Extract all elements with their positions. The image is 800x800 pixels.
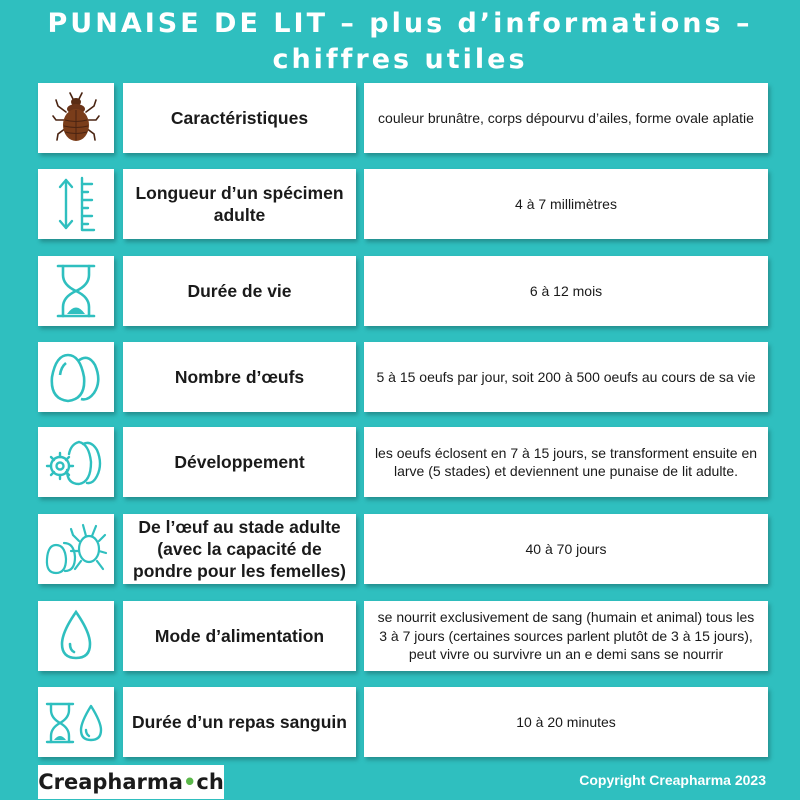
creapharma-logo	[38, 765, 224, 799]
logo-main: Creapharma	[38, 770, 183, 794]
info-row-lifespan	[38, 256, 768, 326]
eggs-icon	[38, 342, 114, 412]
info-row-characteristics	[38, 83, 768, 153]
info-row-development	[38, 427, 768, 497]
title-line-1: PUNAISE DE LIT – plus d’informations –	[47, 8, 753, 39]
logo-dot: •	[182, 770, 197, 794]
row-value: 4 à 7 millimètres	[515, 195, 617, 212]
row-label: Nombre d’œufs	[174, 367, 305, 387]
gear-eggs-icon	[38, 427, 114, 497]
copyright-text: Copyright Creapharma 2023	[579, 772, 766, 788]
row-value: 10 à 20 minutes	[516, 713, 616, 730]
logo-suffix: ch	[196, 770, 224, 794]
row-label: Durée de vie	[187, 281, 292, 301]
info-row-length	[38, 169, 768, 239]
row-label: Longueur d’un spécimen adulte	[135, 183, 344, 225]
info-row-eggs	[38, 342, 768, 412]
row-value: 5 à 15 oeufs par jour, soit 200 à 500 oeufs au cours de sa vie	[376, 368, 756, 385]
row-value: 40 à 70 jours	[525, 540, 607, 557]
info-row-feeding	[38, 601, 768, 671]
eggs-bug-icon	[38, 514, 114, 584]
row-label: Développement	[174, 452, 305, 472]
title-line-2: chiffres utiles	[272, 44, 528, 75]
info-row-blood-meal	[38, 687, 768, 757]
row-label: Caractéristiques	[170, 108, 309, 128]
info-row-egg-to-adult	[38, 514, 768, 584]
row-label: Durée d’un repas sanguin	[132, 712, 347, 732]
row-value: les oeufs éclosent en 7 à 15 jours, se transforment ensuite en larve (5 stades) et deviennent une punaise de lit adulte.	[374, 444, 758, 479]
drop-icon	[38, 601, 114, 671]
row-label: Mode d’alimentation	[154, 626, 325, 646]
row-value: 6 à 12 mois	[529, 282, 603, 299]
row-label: De l’œuf au stade adulte (avec la capacité de pondre pour les femelles)	[133, 517, 346, 581]
page-title	[0, 6, 800, 78]
ruler-arrow-icon	[38, 169, 114, 239]
hourglass-icon	[38, 256, 114, 326]
bedbug-icon	[38, 83, 114, 153]
row-value: se nourrit exclusivement de sang (humain et animal) tous les 3 à 7 jours (certaines sources parlent plutôt de 3 à 15 jours), peut vivre ou survivre un an e demi sans se nourrir	[377, 609, 755, 663]
row-value: couleur brunâtre, corps dépourvu d’ailes, forme ovale aplatie	[378, 109, 754, 126]
hourglass-drop-icon	[38, 687, 114, 757]
